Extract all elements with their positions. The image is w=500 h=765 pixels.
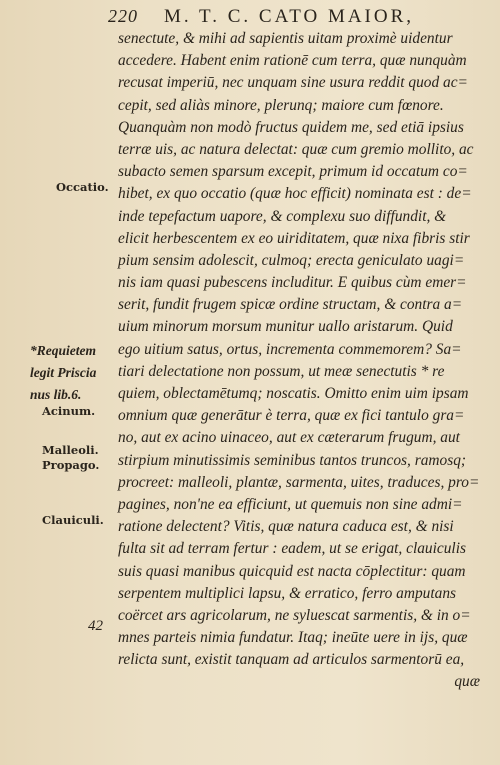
margin-note-requiem-line1: *Requietem: [30, 343, 96, 358]
text-line: uium minorum morsum munitur uallo aristarum. Quid: [118, 318, 453, 336]
text-line: procreet: malleoli, plantæ, sarmenta, uites, traduces, pro=: [118, 473, 480, 491]
text-line: ego uitium satus, ortus, incrementa commemorem? Sa=: [118, 340, 462, 358]
margin-note-malleoli: Malleoli.: [42, 443, 99, 457]
text-line: stirpium minutissimis seminibus tantos truncos, ramosq;: [118, 451, 467, 469]
text-line: inde tepefactum uapore, & complexu suo diffundit, &: [118, 207, 447, 225]
text-line: relicta sunt, existit tanquam ad articulos sarmentorū ea,: [118, 651, 465, 669]
text-line: pium sensim adolescit, culmoq; erecta geniculato uagi=: [118, 251, 465, 269]
text-line: tiari delectatione non possum, ut meæ senectutis * re: [118, 362, 445, 380]
text-line: coërcet ars agricolarum, ne syluescat sarmentis, & in o=: [118, 606, 471, 624]
text-line: quiem, oblectamētumq; noscatis. Omitto enim uim ipsam: [118, 385, 469, 402]
text-line: omnium quæ generātur è terra, quæ ex fici tantulo gra=: [118, 407, 465, 425]
text-line: subacto semen sparsum excepit, primum id occatum co=: [118, 163, 468, 181]
running-title: M. T. C. CATO MAIOR,: [164, 6, 415, 27]
text-line: fulta sit ad terram fertur : eadem, ut se erigat, clauiculis: [118, 540, 466, 558]
margin-note-requiem-line2: legit Priscia: [30, 365, 97, 380]
text-line: senectute, & mihi ad sapientis uitam proximè uidentur: [118, 30, 453, 47]
text-line: serit, fundit frugem spicæ ordine structam, & contra a=: [118, 296, 463, 314]
text-line: Quanquàm non modò fructus quidem me, sed etiā ipsius: [118, 118, 464, 136]
text-line: pagines, non'ne ea efficiunt, ut quemuis non sine admi=: [118, 495, 463, 513]
text-line: mnes parteis nimia fundatur. Itaq; ineūte uere in ijs, quæ: [118, 629, 468, 647]
text-line: elicit herbescentem ex eo uiriditatem, quæ nixa fibris stir: [118, 229, 470, 247]
text-line: serpentem multiplici lapsu, & erratico, ferro amputans: [118, 584, 456, 602]
text-line: no, aut ex acino uinaceo, aut ex cæterarum frugum, aut: [118, 429, 460, 447]
margin-note-requiem-line3: nus lib.6.: [30, 387, 82, 402]
text-line: hibet, ex quo occatio (quæ hoc efficit) nominata est : de=: [118, 185, 472, 203]
text-line: cepit, sed aliàs minore, plerunq; maiore cum fœnore.: [118, 96, 444, 114]
margin-note-clauiculi: Clauiculi.: [42, 513, 104, 527]
main-text-block: [118, 28, 480, 694]
signature-mark: 42: [88, 618, 103, 634]
margin-note-propago: Propago.: [42, 458, 100, 472]
margin-note-occatio: Occatio.: [56, 180, 109, 194]
text-line: ratione delectent? Vitis, quæ natura caduca est, & nisi: [118, 518, 454, 536]
text-line: quæ: [454, 673, 480, 691]
page-number: 220: [108, 6, 138, 26]
text-line: suis quasi manibus quicquid est nacta cōplectitur: quam: [118, 562, 466, 580]
text-line: recusat imperiū, nec unquam sine usura reddit quod ac=: [118, 74, 468, 92]
text-line: nis iam quasi pubescens includitur. E quibus cùm emer=: [118, 274, 467, 292]
margin-note-acinum: Acinum.: [42, 404, 96, 418]
text-line: accedere. Habent enim rationē cum terra, quæ nunquàm: [118, 52, 467, 70]
text-line: terræ uis, ac natura delectat: quæ cum gremio mollito, ac: [118, 140, 474, 158]
running-header: [108, 6, 468, 30]
